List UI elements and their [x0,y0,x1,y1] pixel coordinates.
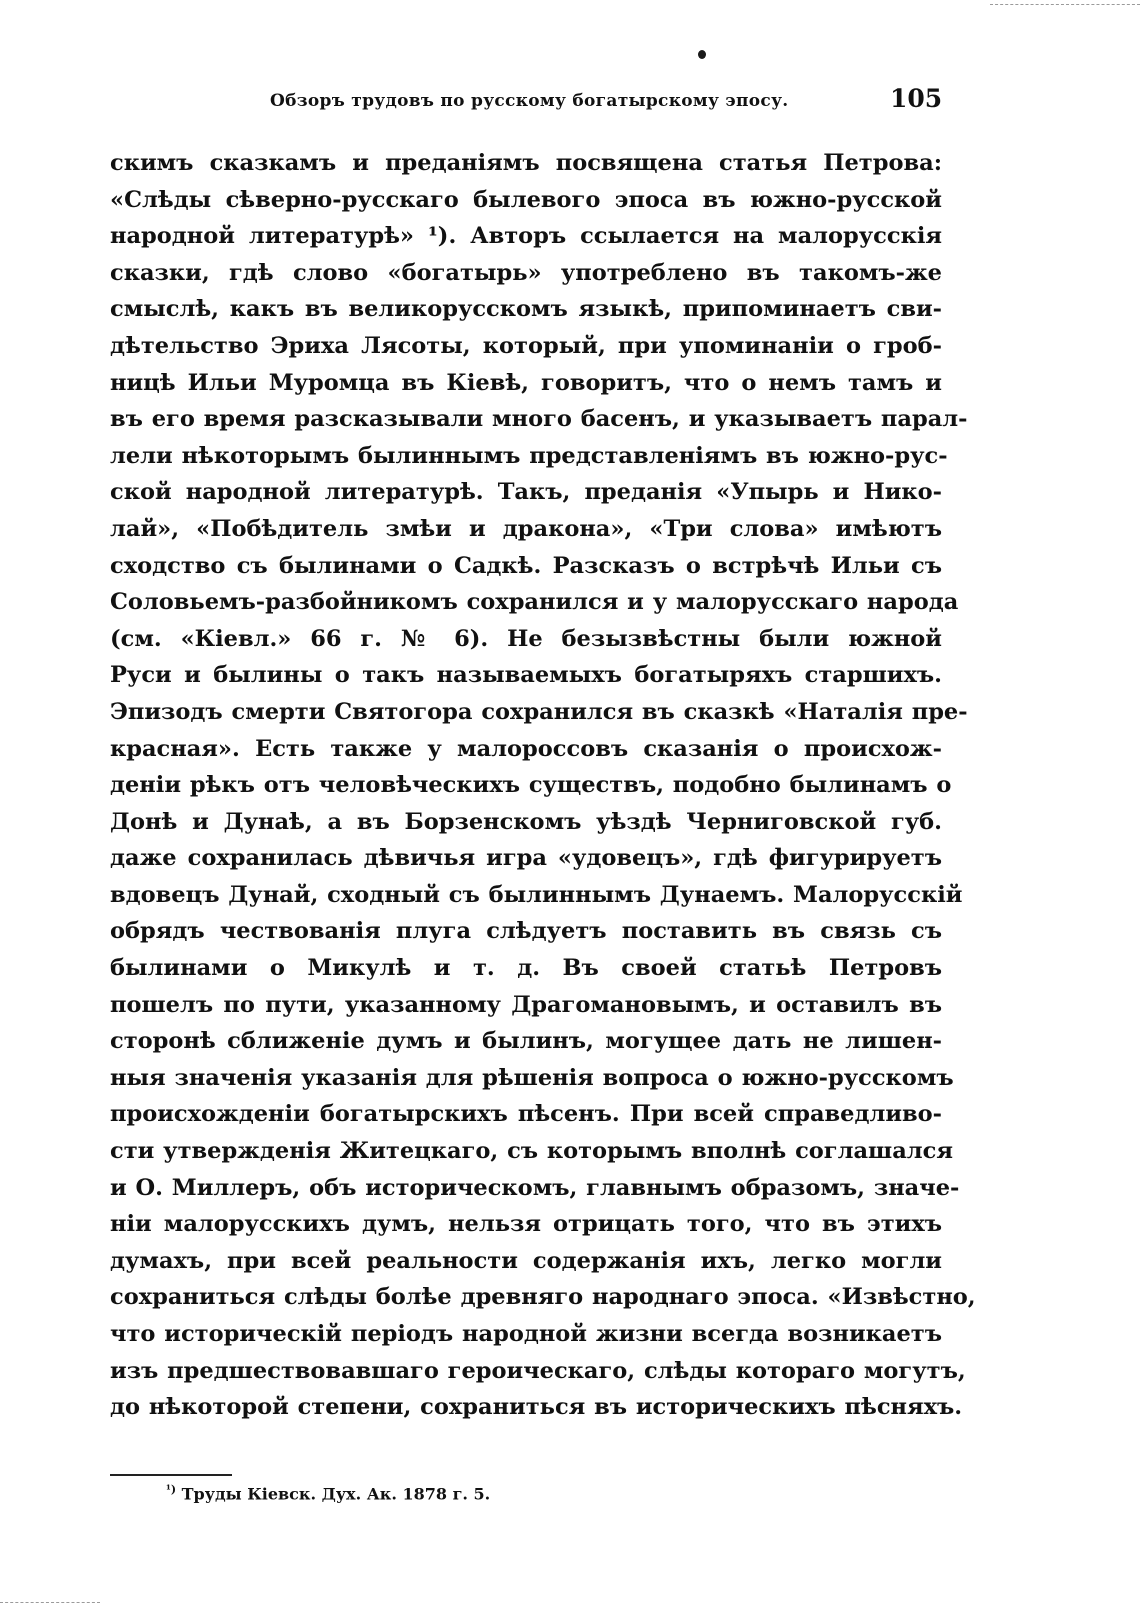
text-line: Соловьемъ-разбойникомъ сохранился и у малорусскаго народа [110,589,959,616]
text-line: «Слѣды сѣверно-русскаго былевого эпоса въ южно-русской [110,186,942,213]
text-line: сторонѣ сближеніе думъ и былинъ, могущее дать не лишен- [110,1028,942,1055]
text-line: былинами о Микулѣ и т. д. Въ своей статьѣ Петровъ [110,955,942,982]
footnote-rule [110,1474,232,1476]
text-line: красная». Есть также у малороссовъ сказанія о происхож- [110,735,942,762]
text-line: обрядъ чествованія плуга слѣдуетъ поставить въ связь съ [110,918,942,945]
text-line: ницѣ Ильи Муромца въ Кіевѣ, говоритъ, что о немъ тамъ и [110,369,942,396]
text-line: ныя значенія указанія для рѣшенія вопроса о южно-русскомъ [110,1064,954,1091]
text-line: сходство съ былинами о Садкѣ. Разсказъ о встрѣчѣ Ильи съ [110,552,942,579]
text-line: сти утвержденія Житецкаго, съ которымъ вполнѣ соглашался [110,1138,953,1165]
text-line: изъ предшествовавшаго героическаго, слѣды котораго могутъ, [110,1357,966,1384]
text-line: народной литературѣ» ¹). Авторъ ссылается на малорусскія [110,223,942,250]
footnote [166,1483,666,1503]
text-line: Руси и былины о такъ называемыхъ богатыряхъ старшихъ. [110,662,942,689]
text-line: Донѣ и Дунаѣ, а въ Борзенскомъ уѣздѣ Черниговской губ. [110,808,942,835]
text-line: что историческій періодъ народной жизни всегда возникаетъ [110,1321,942,1347]
text-line: пошелъ по пути, указанному Драгомановымъ, и оставилъ въ [110,991,942,1018]
body-text [110,145,976,1426]
text-line: вдовецъ Дунай, сходный съ былиннымъ Дунаемъ. Малорусскій [110,881,963,908]
text-line: сохраниться слѣды болѣе древняго народнаго эпоса. «Извѣстно, [110,1284,976,1311]
text-line: скимъ сказкамъ и преданіямъ посвящена статья Петрова: [110,150,942,176]
text-line: думахъ, при всей реальности содержанія ихъ, легко могли [110,1247,942,1274]
footnote-text: Труды Кіевск. Дух. Ак. 1878 г. 5. [181,1484,491,1504]
text-line: ской народной литературѣ. Такъ, преданія «Упырь и Нико- [110,479,942,506]
text-line: до нѣкоторой степени, сохраниться въ историческихъ пѣсняхъ. [110,1394,963,1421]
text-line: дѣтельство Эриха Лясоты, который, при упоминаніи о гроб- [110,332,942,359]
text-line: происхожденіи богатырскихъ пѣсенъ. При всей справедливо- [110,1101,942,1128]
text-line: Эпизодъ смерти Святогора сохранился въ сказкѣ «Наталія пре- [110,698,968,725]
scan-edge-rule-bottom [0,1602,100,1603]
scan-edge-rule [990,4,1140,5]
ink-mark [698,50,706,59]
text-line: и О. Миллеръ, объ историческомъ, главнымъ образомъ, значе- [110,1174,960,1201]
page-number: 105 [890,84,943,113]
text-line: въ его время разсказывали много басенъ, и указываетъ парал- [110,406,968,433]
footnote-marker: ¹) [166,1483,177,1496]
text-line: ніи малорусскихъ думъ, нельзя отрицать того, что въ этихъ [110,1211,942,1238]
text-line: смыслѣ, какъ въ великорусскомъ языкѣ, припоминаетъ сви- [110,296,942,323]
text-line: лай», «Побѣдитель змѣи и дракона», «Три слова» имѣютъ [110,515,942,542]
text-line: (см. «Кіевл.» 66 г. № 6). Не безызвѣстны были южной [110,625,942,652]
text-line: сказки, гдѣ слово «богатырь» употреблено въ такомъ-же [110,259,942,286]
text-line: даже сохранилась дѣвичья игра «удовецъ», гдѣ фигурируетъ [110,845,942,872]
text-line: лели нѣкоторымъ былиннымъ представленіямъ въ южно-рус- [110,442,948,469]
text-line: деніи рѣкъ отъ человѣческихъ существъ, подобно былинамъ о [110,772,952,799]
running-title: Обзоръ трудовъ по русскому богатырскому эпосу. [270,91,789,111]
